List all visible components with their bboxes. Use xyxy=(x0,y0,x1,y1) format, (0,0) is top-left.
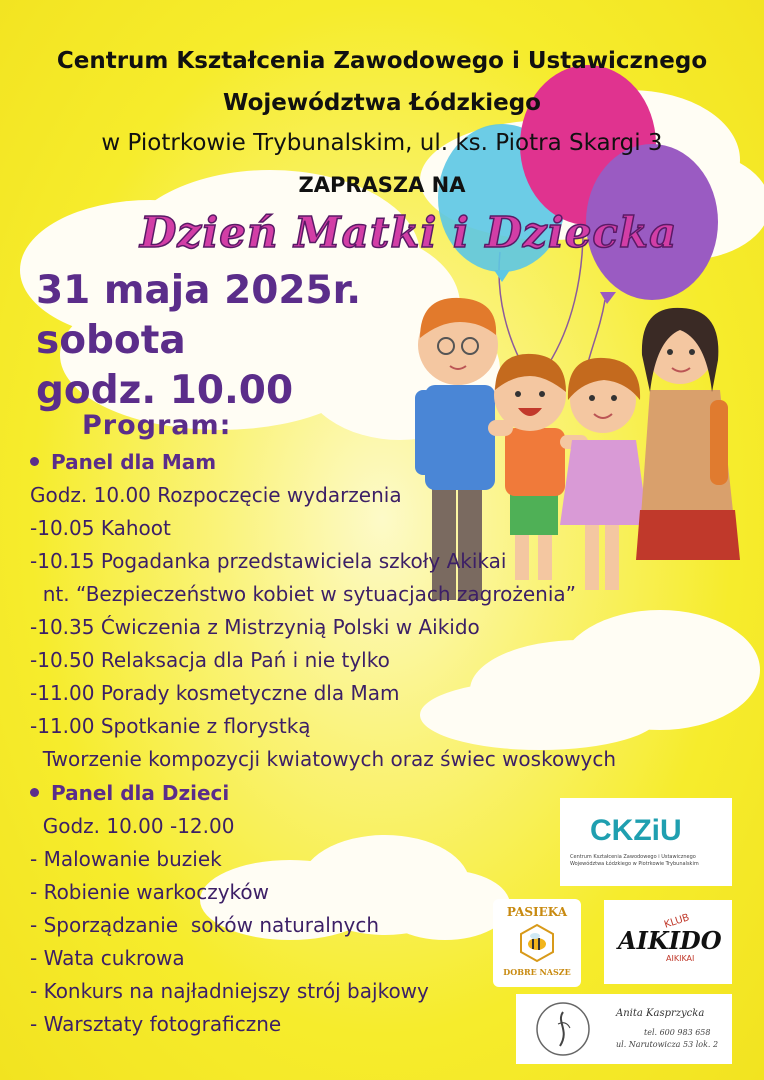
organizer-name-line1: Centrum Kształcenia Zawodowego i Ustawicznego xyxy=(56,48,708,74)
ckziu-logo xyxy=(560,798,732,886)
panel-mothers-title: Panel dla Mam xyxy=(51,450,217,474)
bee-icon xyxy=(517,923,557,963)
program-item: - Robienie warkoczyków xyxy=(30,880,269,904)
ckziu-subtitle-line1: Centrum Kształcenia Zawodowego i Ustawicznego xyxy=(570,854,696,860)
panel-mothers-heading xyxy=(30,450,216,474)
program-item: -10.50 Relaksacja dla Pań i nie tylko xyxy=(30,648,390,672)
florist-logo xyxy=(516,994,732,1064)
aikido-logo-text: AIKIDO xyxy=(618,926,722,955)
pasieka-top-text: PASIEKA xyxy=(506,905,568,919)
event-date: 31 maja 2025r. xyxy=(36,268,362,313)
program-item: - Malowanie buziek xyxy=(30,847,222,871)
program-item: -11.00 Porady kosmetyczne dla Mam xyxy=(30,681,400,705)
program-item: Godz. 10.00 -12.00 xyxy=(30,814,235,838)
event-title: Dzień Matki i Dziecka xyxy=(140,208,678,257)
ckziu-logo-subtitle xyxy=(570,854,726,868)
ckziu-logo-text: CKZiU xyxy=(590,814,682,847)
program-item: -10.15 Pogadanka przedstawiciela szkoły Akikai xyxy=(30,549,507,573)
program-item: - Sporządzanie soków naturalnych xyxy=(30,913,380,937)
florist-address: ul. Narutowicza 53 lok. 2 xyxy=(616,1040,719,1049)
ckziu-subtitle-line2: Województwa Łódzkiego w Piotrkowie Trybunalskim xyxy=(570,861,699,867)
aikikai-text: AIKIKAI xyxy=(666,954,695,963)
florist-emblem-icon xyxy=(534,1000,592,1058)
program-item: Tworzenie kompozycji kwiatowych oraz świec woskowych xyxy=(30,747,617,771)
bullet-icon xyxy=(30,457,39,466)
bullet-icon xyxy=(30,788,39,797)
program-item: - Wata cukrowa xyxy=(30,946,185,970)
florist-phone: tel. 600 983 658 xyxy=(644,1028,711,1037)
organizer-name-line2: Województwa Łódzkiego xyxy=(223,90,541,116)
girl-figure xyxy=(560,358,648,590)
invitation-line: ZAPRASZA NA xyxy=(298,173,466,197)
program-item: - Konkurs na najładniejszy strój bajkowy xyxy=(30,979,429,1003)
event-time: godz. 10.00 xyxy=(36,368,294,413)
aikido-club-logo xyxy=(604,900,732,984)
aikido-club-word: KLUB xyxy=(662,912,691,931)
panel-children-heading xyxy=(30,781,229,805)
program-item: -10.35 Ćwiczenia z Mistrzynią Polski w Aikido xyxy=(30,615,480,639)
pasieka-logo xyxy=(493,899,581,987)
event-day: sobota xyxy=(36,318,186,363)
organizer-address: w Piotrkowie Trybunalskim, ul. ks. Piotra Skargi 3 xyxy=(101,130,663,156)
program-heading: Program: xyxy=(82,410,232,441)
program-item: Godz. 10.00 Rozpoczęcie wydarzenia xyxy=(30,483,402,507)
program-item: - Warsztaty fotograficzne xyxy=(30,1012,282,1036)
pasieka-bottom-text: DOBRE NASZE xyxy=(503,967,571,977)
program-item: nt. “Bezpieczeństwo kobiet w sytuacjach zagrożenia” xyxy=(30,582,577,606)
panel-children-title: Panel dla Dzieci xyxy=(51,781,230,805)
program-item: -11.00 Spotkanie z florystką xyxy=(30,714,311,738)
program-item: -10.05 Kahoot xyxy=(30,516,171,540)
mother-figure xyxy=(636,308,740,560)
florist-name: Anita Kasprzycka xyxy=(616,1008,705,1019)
